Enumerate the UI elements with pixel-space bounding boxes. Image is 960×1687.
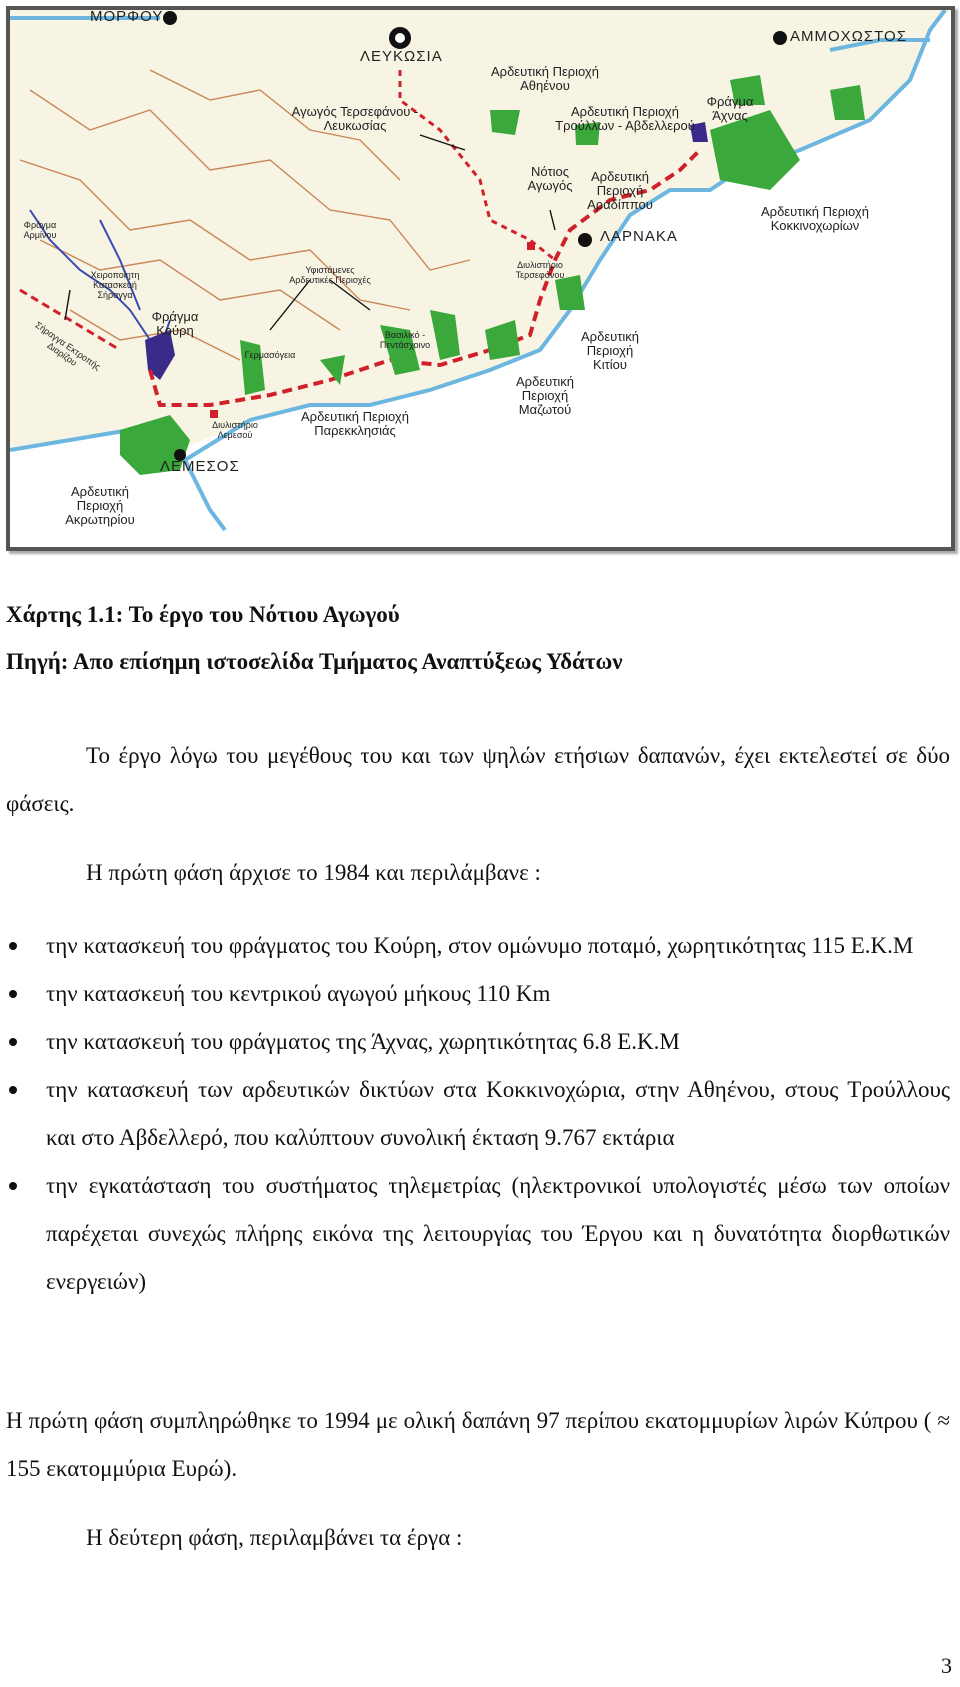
label-vasiliko: Βασιλικό - Πεντάσχοινο <box>379 330 431 350</box>
phase1-completion: Η πρώτη φάση συμπληρώθηκε το 1994 με ολική δαπάνη 97 περίπου εκατομμυρίων λιρών Κύπρου ( ≈ 155 εκατομμύρια Ευρώ). <box>6 1408 950 1481</box>
bullet-icon <box>9 1038 17 1046</box>
map-drawing <box>10 10 951 547</box>
ammochostos-marker <box>773 31 787 45</box>
label-troullon: Αρδευτική Περιοχή Τρούλλων - Αβδελλερού <box>555 104 695 133</box>
label-ypiresiakes: Υφιστάμενες Αρδευτικές Περιοχές <box>289 265 371 285</box>
list-item: την κατασκευή του φράγματος του Κούρη, στον ομώνυμο ποταμό, χωρητικότητας 115 Ε.Κ.Μ <box>6 922 950 970</box>
list-item: την κατασκευή του φράγματος της Άχνας, χωρητικότητας 6.8 Ε.Κ.Μ <box>6 1018 950 1066</box>
label-agogos-tersefanou: Αγωγός Τερσεφάνου - Λευκωσίας <box>291 104 419 133</box>
bullet-icon <box>9 1182 17 1190</box>
map-source-caption: Πηγή: Απο επίσημη ιστοσελίδα Τμήματος Αναπτύξεως Υδάτων <box>6 649 623 674</box>
label-fragma-achnas: Φράγμα Άχνας <box>706 94 754 123</box>
list-item: την κατασκευή των αρδευτικών δικτύων στα Κοκκινοχώρια, στην Αθηένου, στους Τρούλλους και στο Αβδελλερό, που καλύπτουν συνολική έκταση 9.767 εκτάρια <box>6 1066 950 1162</box>
intro-paragraph: Το έργο λόγω του μεγέθους του και των ψηλών ετήσιων δαπανών, έχει εκτελεστεί σε δύο φάσεις. <box>6 743 950 816</box>
label-notios-agogos: Νότιος Αγωγός <box>527 164 573 193</box>
bullet-icon <box>9 990 17 998</box>
label-dylistirio-lemesou: Διυλιστήριο Λεμεσού <box>212 420 258 440</box>
morfou-marker <box>163 11 177 25</box>
label-siragga: Σήραγγα Εκτροπής Διαρίζου <box>33 319 103 373</box>
label-chiropoiiti: Χειροποίητη Κατασκευή Σήραγγα <box>90 270 140 300</box>
phase1-intro: Η πρώτη φάση άρχισε το 1984 και περιλάμβανε : <box>86 860 541 885</box>
label-mazotou: Αρδευτική Περιοχή Μαζωτού <box>516 374 574 417</box>
label-akrotiriou: Αρδευτική Περιοχή Ακρωτηρίου <box>65 484 135 527</box>
label-athienou: Αρδευτική Περιοχή Αθηένου <box>491 64 599 93</box>
label-morfou: ΜΟΡΦΟΥ <box>90 8 164 25</box>
label-larnaka: ΛΑΡΝΑΚΑ <box>600 228 678 245</box>
bullet-icon <box>9 1086 17 1094</box>
phase1-list <box>6 922 950 1306</box>
label-lefkosia: ΛΕΥΚΩΣΙΑ <box>360 48 443 65</box>
larnaka-marker <box>578 233 592 247</box>
label-germasogeia: Γερμασόγεια <box>244 350 296 360</box>
label-ammochostos: ΑΜΜΟΧΩΣΤΟΣ <box>790 28 907 45</box>
label-lemesos: ΛΕΜΕΣΟΣ <box>160 458 240 475</box>
label-kitiou: Αρδευτική Περιοχή Κιτίου <box>581 329 639 372</box>
southern-conveyor-map <box>6 6 955 551</box>
label-fragma-arminou: Φράγμα Αρμίνου <box>23 220 57 240</box>
label-parekklisias: Αρδευτική Περιοχή Παρεκκλησιάς <box>301 409 409 438</box>
label-dylistirio-tersefanou: Διυλιστήριο Τερσεφάνου <box>515 260 565 280</box>
lemesos-plant <box>210 410 218 418</box>
page-number: 3 <box>941 1653 952 1678</box>
phase2-intro: Η δεύτερη φάση, περιλαμβάνει τα έργα : <box>86 1525 463 1550</box>
pointer-arrows <box>65 135 555 330</box>
label-aradippou: Αρδευτική Περιοχή Αραδίππου <box>587 169 653 212</box>
list-item: την εγκατάσταση του συστήματος τηλεμετρίας (ηλεκτρονικοί υπολογιστές μέσω των οποίων παρέχεται συνεχώς πλήρης εικόνα της λειτουργίας του Έργου και η δυνατότητα διορθωτικών ενεργειών) <box>6 1162 950 1306</box>
tersefanou-plant <box>527 242 535 250</box>
list-item: την κατασκευή του κεντρικού αγωγού μήκους 110 Km <box>6 970 950 1018</box>
label-fragma-kourri: Φράγμα Κούρη <box>151 309 199 338</box>
map-title-caption: Χάρτης 1.1: Το έργο του Νότιου Αγωγού <box>6 602 400 627</box>
label-kokkinochorion: Αρδευτική Περιοχή Κοκκινοχωρίων <box>761 204 869 233</box>
bullet-icon <box>9 942 17 950</box>
